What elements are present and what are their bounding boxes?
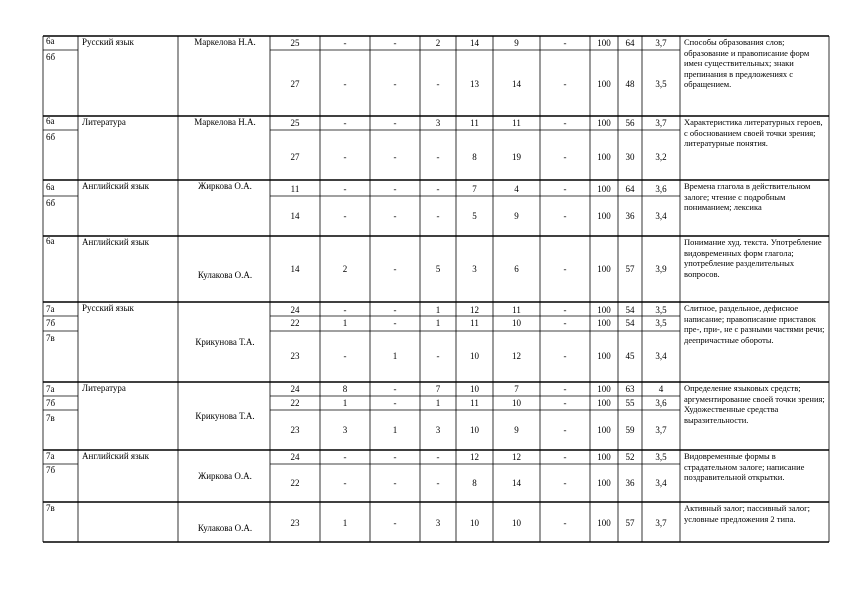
value-cell: 1: [342, 398, 348, 408]
value-cell: -: [393, 79, 397, 89]
value-cell: 7: [435, 384, 441, 394]
value-cell: 100: [597, 118, 611, 128]
value-cell: -: [563, 264, 567, 274]
topic-text: Активный залог; пассивный залог; условные предложения 2 типа.: [684, 503, 810, 524]
teacher-name: Крикунова Т.А.: [195, 337, 255, 347]
value-cell: 55: [625, 398, 635, 408]
value-cell: 23: [290, 351, 300, 361]
value-cell: 1: [392, 351, 398, 361]
topic-text: Понимание худ. текста. Употребление видовременных форм глагола; употребление разделительных вопросов.: [684, 237, 822, 279]
value-cell: 100: [597, 152, 611, 162]
value-cell: 3,7: [655, 38, 667, 48]
value-cell: -: [343, 184, 347, 194]
value-cell: 100: [597, 384, 611, 394]
value-cell: 25: [290, 38, 300, 48]
value-cell: -: [563, 478, 567, 488]
value-cell: 100: [597, 264, 611, 274]
value-cell: 3,4: [655, 351, 667, 361]
value-cell: 64: [625, 184, 635, 194]
value-cell: -: [436, 79, 440, 89]
value-cell: -: [393, 305, 397, 315]
value-cell: 10: [512, 318, 521, 328]
value-cell: 23: [290, 425, 300, 435]
value-cell: 54: [625, 305, 635, 315]
value-cell: 1: [392, 425, 398, 435]
value-cell: -: [393, 384, 397, 394]
value-cell: -: [343, 478, 347, 488]
value-cell: 10: [512, 398, 521, 408]
value-cell: 1: [435, 398, 441, 408]
teacher-name: Кулакова О.А.: [197, 523, 253, 533]
class-label: 6б: [46, 132, 56, 142]
teacher-name: Жиркова О.А.: [198, 181, 252, 191]
value-cell: 10: [470, 384, 479, 394]
value-cell: -: [393, 398, 397, 408]
value-cell: 2: [342, 264, 348, 274]
value-cell: 36: [625, 478, 635, 488]
value-cell: 19: [512, 152, 521, 162]
topic-text: Характеристика литературных героев, с обоснованием своей точки зрения; литературные понятия.: [684, 117, 823, 149]
value-cell: -: [436, 152, 440, 162]
value-cell: 12: [512, 351, 521, 361]
value-cell: -: [393, 152, 397, 162]
value-cell: -: [563, 38, 567, 48]
value-cell: 11: [470, 118, 479, 128]
value-cell: 1: [435, 318, 441, 328]
value-cell: 10: [470, 425, 479, 435]
value-cell: -: [343, 38, 347, 48]
value-cell: 3,2: [655, 152, 667, 162]
value-cell: -: [343, 351, 347, 361]
class-label: 7б: [46, 318, 56, 328]
class-label: 6б: [46, 52, 56, 62]
value-cell: 59: [625, 425, 635, 435]
topic-text: Времена глагола в действительном залоге; чтение с подробным пониманием; лексика: [684, 181, 811, 213]
value-cell: 11: [470, 398, 479, 408]
value-cell: 11: [512, 118, 521, 128]
subject-name: Английский язык: [82, 181, 150, 191]
value-cell: 12: [512, 452, 521, 462]
class-label: 6а: [46, 236, 55, 246]
class-label: 7в: [46, 503, 55, 513]
value-cell: -: [343, 452, 347, 462]
value-cell: 3: [435, 118, 441, 128]
value-cell: -: [436, 184, 440, 194]
subject-name: Русский язык: [82, 303, 134, 313]
value-cell: 10: [470, 518, 479, 528]
value-cell: -: [563, 184, 567, 194]
value-cell: 100: [597, 452, 611, 462]
subject-name: Английский язык: [82, 237, 150, 247]
value-cell: 5: [435, 264, 441, 274]
topic-text: Способы образования слов; образование и правописание форм имен существительных; знаки препинания в предложениях с обращением.: [684, 37, 810, 90]
value-cell: 14: [290, 264, 300, 274]
value-cell: 5: [472, 211, 477, 221]
value-cell: 56: [625, 118, 635, 128]
value-cell: -: [393, 452, 397, 462]
value-cell: 3,5: [655, 452, 667, 462]
value-cell: -: [563, 152, 567, 162]
value-cell: 10: [512, 518, 521, 528]
value-cell: -: [393, 264, 397, 274]
value-cell: 8: [342, 384, 348, 394]
value-cell: 3,7: [655, 425, 667, 435]
value-cell: 57: [625, 264, 635, 274]
class-label: 7б: [46, 465, 56, 475]
value-cell: 100: [597, 518, 611, 528]
value-cell: 13: [470, 79, 479, 89]
value-cell: 3,5: [655, 318, 667, 328]
value-cell: -: [563, 79, 567, 89]
value-cell: 100: [597, 184, 611, 194]
value-cell: 9: [514, 425, 519, 435]
value-cell: 4: [658, 384, 664, 394]
value-cell: 64: [625, 38, 635, 48]
value-cell: 3: [435, 518, 441, 528]
value-cell: 100: [597, 38, 611, 48]
teacher-name: Кулакова О.А.: [197, 270, 253, 280]
value-cell: -: [343, 305, 347, 315]
value-cell: -: [343, 152, 347, 162]
value-cell: 4: [514, 184, 519, 194]
value-cell: -: [563, 351, 567, 361]
class-label: 6б: [46, 198, 56, 208]
subject-name: Русский язык: [82, 37, 134, 47]
value-cell: 6: [514, 264, 519, 274]
value-cell: 24: [290, 384, 300, 394]
value-cell: 1: [342, 518, 348, 528]
value-cell: 1: [435, 305, 441, 315]
value-cell: 3,7: [655, 518, 667, 528]
class-label: 6а: [46, 116, 55, 126]
value-cell: 100: [597, 211, 611, 221]
value-cell: 14: [512, 478, 521, 488]
value-cell: 3,4: [655, 478, 667, 488]
teacher-name: Маркелова Н.А.: [194, 117, 256, 127]
value-cell: 3,4: [655, 211, 667, 221]
value-cell: -: [393, 211, 397, 221]
value-cell: -: [393, 318, 397, 328]
value-cell: 57: [625, 518, 635, 528]
value-cell: -: [393, 184, 397, 194]
value-cell: 27: [290, 79, 300, 89]
class-label: 7б: [46, 398, 56, 408]
class-label: 7а: [46, 384, 55, 394]
value-cell: -: [436, 351, 440, 361]
value-cell: 9: [514, 38, 519, 48]
teacher-name: Жиркова О.А.: [198, 471, 252, 481]
value-cell: 100: [597, 351, 611, 361]
subject-name: Литература: [82, 383, 126, 393]
value-cell: 100: [597, 398, 611, 408]
value-cell: -: [563, 118, 567, 128]
value-cell: 11: [470, 318, 479, 328]
value-cell: 12: [470, 305, 479, 315]
value-cell: -: [343, 211, 347, 221]
value-cell: 11: [290, 184, 300, 194]
value-cell: -: [393, 518, 397, 528]
value-cell: -: [563, 305, 567, 315]
value-cell: -: [563, 318, 567, 328]
value-cell: 63: [625, 384, 635, 394]
value-cell: 25: [290, 118, 300, 128]
value-cell: 100: [597, 79, 611, 89]
value-cell: 3,9: [655, 264, 667, 274]
value-cell: -: [436, 452, 440, 462]
value-cell: -: [563, 398, 567, 408]
value-cell: 7: [472, 184, 477, 194]
value-cell: 7: [514, 384, 519, 394]
value-cell: 8: [472, 478, 477, 488]
value-cell: 24: [290, 452, 300, 462]
value-cell: 3,6: [655, 184, 667, 194]
topic-text: Видовременные формы в страдательном залоге; написание поздравительной открытки.: [684, 451, 805, 483]
class-label: 6а: [46, 182, 55, 192]
class-label: 6а: [46, 36, 55, 46]
value-cell: 100: [597, 318, 611, 328]
value-cell: -: [436, 211, 440, 221]
value-cell: 100: [597, 478, 611, 488]
value-cell: 14: [470, 38, 479, 48]
value-cell: -: [563, 452, 567, 462]
class-label: 7в: [46, 333, 55, 343]
subject-name: Литература: [82, 117, 126, 127]
value-cell: 3: [435, 425, 441, 435]
value-cell: 12: [470, 452, 479, 462]
value-cell: 45: [625, 351, 635, 361]
value-cell: 3,6: [655, 398, 667, 408]
value-cell: 3: [342, 425, 348, 435]
value-cell: 1: [342, 318, 348, 328]
value-cell: 27: [290, 152, 300, 162]
value-cell: 30: [625, 152, 635, 162]
value-cell: 23: [290, 518, 300, 528]
value-cell: -: [393, 118, 397, 128]
value-cell: 22: [290, 398, 300, 408]
topic-text: Слитное, раздельное, дефисное написание; правописание приставок пре-, при-, не с разными частями речи; деепричастные обороты.: [684, 303, 825, 345]
value-cell: 54: [625, 318, 635, 328]
value-cell: 22: [290, 318, 300, 328]
teacher-name: Крикунова Т.А.: [195, 411, 255, 421]
value-cell: 100: [597, 425, 611, 435]
value-cell: -: [393, 38, 397, 48]
value-cell: -: [563, 384, 567, 394]
class-label: 7в: [46, 413, 55, 423]
value-cell: -: [563, 425, 567, 435]
teacher-name: Маркелова Н.А.: [194, 37, 256, 47]
value-cell: 3: [472, 264, 477, 274]
value-cell: 14: [290, 211, 300, 221]
value-cell: 100: [597, 305, 611, 315]
value-cell: 22: [290, 478, 300, 488]
value-cell: 3,5: [655, 79, 667, 89]
value-cell: -: [563, 518, 567, 528]
value-cell: 3,5: [655, 305, 667, 315]
topic-text: Определение языковых средств; аргументирование своей точки зрения; Художественные средства выразительности.: [684, 383, 825, 425]
value-cell: -: [343, 118, 347, 128]
value-cell: 52: [625, 452, 635, 462]
value-cell: 36: [625, 211, 635, 221]
value-cell: 24: [290, 305, 300, 315]
value-cell: 10: [470, 351, 479, 361]
value-cell: 9: [514, 211, 519, 221]
value-cell: 2: [435, 38, 441, 48]
value-cell: -: [343, 79, 347, 89]
class-label: 7а: [46, 304, 55, 314]
value-cell: 8: [472, 152, 477, 162]
value-cell: 3,7: [655, 118, 667, 128]
value-cell: 11: [512, 305, 521, 315]
value-cell: -: [436, 478, 440, 488]
value-cell: 48: [625, 79, 635, 89]
value-cell: -: [563, 211, 567, 221]
class-label: 7а: [46, 451, 55, 461]
subject-name: Английский язык: [82, 451, 150, 461]
value-cell: 14: [512, 79, 521, 89]
value-cell: -: [393, 478, 397, 488]
